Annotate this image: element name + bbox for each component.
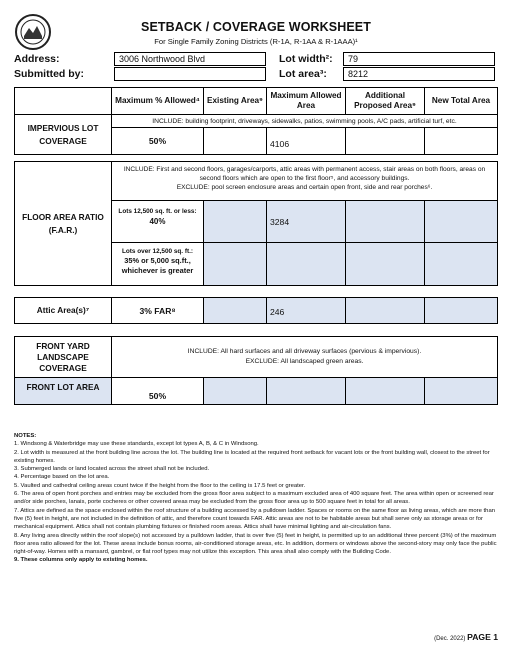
far-exclude-note: EXCLUDE: pool screen enclosure areas and certain open front, side and rear porches⁶. [176, 184, 433, 191]
impervious-max-area[interactable]: 4106 [266, 127, 346, 155]
notes-heading: NOTES: [14, 433, 37, 439]
attic-existing-area[interactable] [203, 297, 267, 324]
front-yard-existing-area[interactable] [203, 377, 267, 405]
front-yard-max-area[interactable] [266, 377, 346, 405]
front-yard-exclude-note: EXCLUDE: All landscaped green areas. [245, 358, 364, 365]
note-item: 2. Lot width is measured at the front building line across the lot. The building line is located at the required front setback for vacant lots or the front building wall, closest to the street for existing homes. [14, 449, 490, 464]
note-item: 3. Submerged lands or land located across the street shall not be included. [14, 466, 210, 473]
far-small-max-area[interactable]: 3284 [266, 200, 346, 243]
attic-max-area[interactable]: 246 [266, 297, 346, 324]
impervious-new-total[interactable] [424, 127, 498, 155]
impervious-max-pct: 50% [111, 127, 204, 155]
far-large-additional-area[interactable] [345, 242, 425, 286]
far-large-new-total[interactable] [424, 242, 498, 286]
submitted-by-field[interactable] [114, 67, 266, 81]
footer-page-number: PAGE 1 [467, 632, 498, 642]
far-large-existing-area[interactable] [203, 242, 267, 286]
col-max-pct-header: Maximum % Allowed⁴ [111, 87, 204, 115]
col-existing-area-header: Existing Area⁹ [203, 87, 267, 115]
page-footer [434, 632, 498, 642]
front-yard-coverage-label: FRONT YARD LANDSCAPE COVERAGE [14, 336, 112, 378]
address-field[interactable]: 3006 Northwood Blvd [114, 52, 266, 66]
header-blank-cell [14, 87, 112, 115]
footer-date: (Dec. 2022) [434, 636, 466, 642]
lot-area-label: Lot area³: [279, 68, 327, 80]
impervious-existing-area[interactable] [203, 127, 267, 155]
front-yard-max-pct: 50% [111, 377, 204, 405]
far-large-max-area[interactable] [266, 242, 346, 286]
attic-new-total[interactable] [424, 297, 498, 324]
far-include-box [111, 161, 498, 201]
attic-max-pct: 3% FAR⁸ [111, 297, 204, 324]
front-yard-include-note: INCLUDE: All hard surfaces and all driveway surfaces (pervious & impervious). [187, 348, 422, 355]
front-yard-new-total[interactable] [424, 377, 498, 405]
far-large-lots-value: 35% or 5,000 sq.ft., whichever is greater [121, 256, 194, 275]
far-large-lots-cell [111, 242, 204, 286]
note-item: 7. Attics are defined as the space enclosed within the roof structure of a building accessed by a pulldown ladder. Spaces or rooms on the same floor as living areas, which are more than five (5) feet in height, are not included in the definition of attic, and therefore count towards FAR. Attic areas are not to be habitable areas but shall serve only as storage areas or for mechanical equipment. Attics shall not contain plumbing fixtures or finished room areas. Attics shall have minimal lighting and air-circulation fans. [14, 507, 496, 531]
page-subtitle: For Single Family Zoning Districts (R-1A, R-1AA & R-1AAA)¹ [154, 37, 358, 46]
note-item: 4. Percentage based on the lot area. [14, 474, 110, 481]
impervious-coverage-label: IMPERVIOUS LOT COVERAGE [14, 114, 112, 155]
submitted-by-label: Submitted by: [14, 68, 84, 80]
far-small-additional-area[interactable] [345, 200, 425, 243]
far-large-lots-label: Lots over 12,500 sq. ft.: [121, 248, 194, 255]
lot-width-field[interactable]: 79 [343, 52, 495, 66]
address-label: Address: [14, 53, 60, 65]
attic-additional-area[interactable] [345, 297, 425, 324]
far-small-existing-area[interactable] [203, 200, 267, 243]
col-additional-area-header: Additional Proposed Area⁹ [345, 87, 425, 115]
far-include-note: INCLUDE: First and second floors, garages/carports, attic areas with permanent access, stair areas on both floors, areas on second floors which are open to the first floor⁵, and accessory buildings. [123, 166, 486, 182]
note-item: 5. Vaulted and cathedral ceiling areas count twice if the height from the floor to the ceiling is 17.5 feet or greater. [14, 482, 306, 489]
front-yard-additional-area[interactable] [345, 377, 425, 405]
impervious-include-note: INCLUDE: building footprint, driveways, sidewalks, patios, swimming pools, A/C pads, artificial turf, etc. [111, 114, 498, 128]
far-small-new-total[interactable] [424, 200, 498, 243]
col-new-total-header: New Total Area [424, 87, 498, 115]
impervious-additional-area[interactable] [345, 127, 425, 155]
note-item: 1. Windsong & Waterbridge may use these standards, except lot types A, B, & C in Windsong. [14, 441, 259, 448]
notes-section [14, 432, 502, 565]
page-title: SETBACK / COVERAGE WORKSHEET [141, 20, 371, 34]
front-yard-note-box [111, 336, 498, 378]
far-small-lots-pct: 40% [149, 217, 166, 226]
far-label: FLOOR AREA RATIO (F.A.R.) [14, 161, 112, 286]
note-item: 8. Any living area directly within the roof slope(s) not accessed by a pulldown ladder, that is over five (5) feet in height, is permitted up to an additional three percent (3%) of the maximum floor area ratio allowed for the lot. These areas include bonus rooms, air-conditioned storage areas, etc. In addition, dormers or windows above the second-story may only face the public right-of-way. Homes with a mansard, gambrel, or flat roof types may not utilize this exception. This area shall also comply with the Building Code. [14, 532, 497, 556]
lot-width-label: Lot width²: [279, 53, 333, 65]
note-item: 6. The area of open front porches and entries may be excluded from the gross floor area subject to a maximum excluded area of 400 square feet. The area within open or screened rear and/or side porches, lanais, porte cocheres or other covered areas may be excluded from the gross floor area up to 500 square feet in total for all areas. [14, 491, 494, 506]
front-lot-area-label: FRONT LOT AREA [14, 377, 112, 405]
far-small-lots-cell [111, 200, 204, 243]
attic-area-label: Attic Area(s)⁷ [14, 297, 112, 324]
far-small-lots-label: Lots 12,500 sq. ft. or less: [118, 208, 197, 215]
col-max-area-header: Maximum Allowed Area [266, 87, 346, 115]
note-item-last: 9. These columns only apply to existing homes. [14, 557, 148, 564]
lot-area-field[interactable]: 8212 [343, 67, 495, 81]
